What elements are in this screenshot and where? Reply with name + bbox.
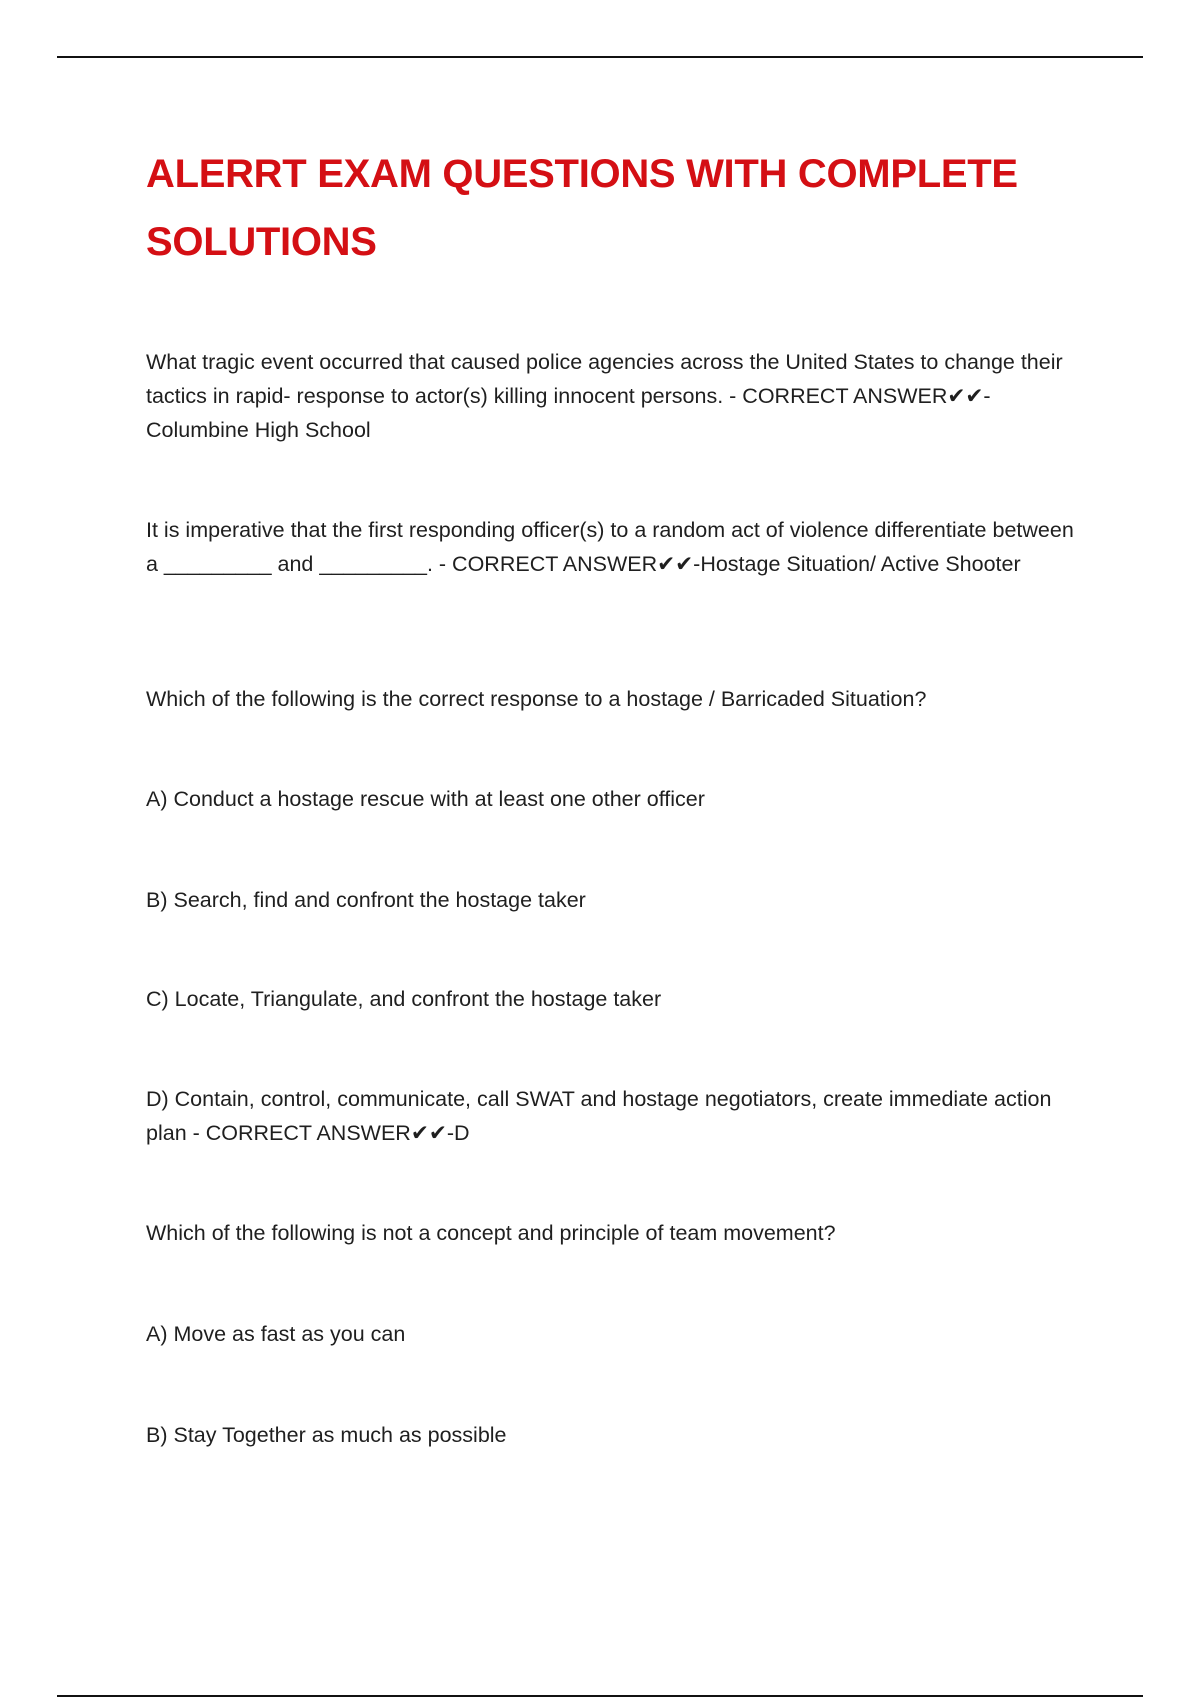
question-4-option-a: A) Move as fast as you can — [146, 1322, 406, 1346]
question-4: Which of the following is not a concept and principle of team movement? — [146, 1221, 836, 1245]
question-3-option-a: A) Conduct a hostage rescue with at least one other officer — [146, 787, 705, 811]
question-1: What tragic event occurred that caused police agencies across the United States to change their tactics in rapid- response to actor(s) killing innocent persons. - CORRECT ANSWER✔✔-Columbine High School — [146, 350, 1063, 442]
question-3-option-c: C) Locate, Triangulate, and confront the hostage taker — [146, 987, 662, 1011]
document-title: ALERRT EXAM QUESTIONS WITH COMPLETE SOLUTIONS — [146, 152, 1018, 264]
question-3-option-b: B) Search, find and confront the hostage taker — [146, 888, 586, 912]
question-4-option-b: B) Stay Together as much as possible — [146, 1423, 507, 1447]
question-2: It is imperative that the first responding officer(s) to a random act of violence differentiate between a _________ and _________. - CORRECT ANSWER✔✔-Hostage Situation/ Active Shooter — [146, 518, 1074, 576]
question-3-option-d: D) Contain, control, communicate, call SWAT and hostage negotiators, create immediate action plan - CORRECT ANSWER✔✔-D — [146, 1087, 1052, 1145]
footer-rule — [57, 1695, 1143, 1697]
question-3: Which of the following is the correct response to a hostage / Barricaded Situation? — [146, 687, 927, 711]
header-rule — [57, 56, 1143, 58]
